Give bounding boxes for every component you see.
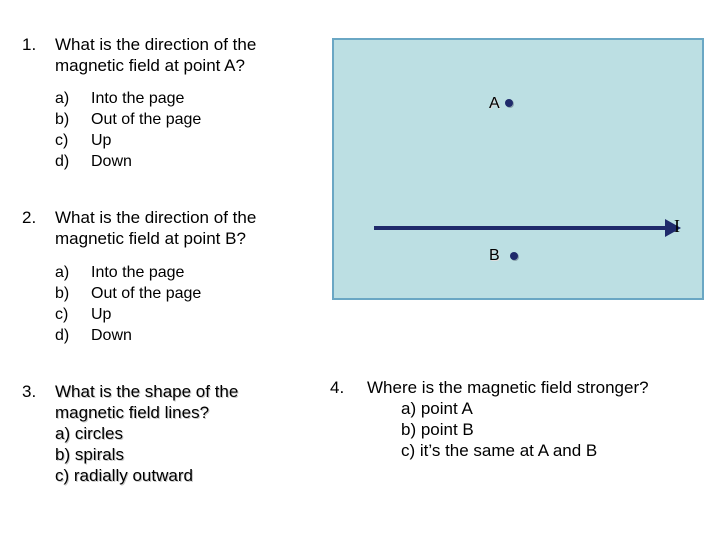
question-3-option-b: b) spirals <box>55 445 124 464</box>
option-text: Into the page <box>91 264 185 281</box>
option-text: Out of the page <box>91 111 202 128</box>
question-1-number: 1. <box>22 35 37 54</box>
question-3-text <box>55 381 238 486</box>
question-1-line-1: What is the direction of the <box>55 35 257 54</box>
question-4-number: 4. <box>330 378 345 397</box>
question-1-option-d <box>55 151 275 172</box>
option-text: Into the page <box>91 90 185 107</box>
question-2-option-c <box>55 304 275 325</box>
question-2-text <box>55 207 256 249</box>
option-text: Down <box>91 153 132 170</box>
option-letter: d) <box>55 153 70 170</box>
question-2-option-d <box>55 325 275 346</box>
option-text: Up <box>91 132 112 149</box>
question-4-line-1: Where is the magnetic field stronger? <box>367 378 649 397</box>
point-a-label: A <box>489 95 500 112</box>
question-2-number: 2. <box>22 208 37 227</box>
option-text: Up <box>91 306 112 323</box>
question-3-line-1: What is the shape of the <box>55 382 239 401</box>
current-label: I <box>674 216 680 236</box>
option-text: Down <box>91 327 132 344</box>
diagram-box <box>332 38 704 300</box>
question-4-option-c: c) it’s the same at A and B <box>401 441 598 460</box>
question-2-option-b <box>55 283 275 304</box>
question-1-text <box>55 34 256 76</box>
question-3-option-a: a) circles <box>55 424 124 443</box>
point-a-dot <box>505 99 513 107</box>
question-2-line-1: What is the direction of the <box>55 208 257 227</box>
question-1-option-c <box>55 130 275 151</box>
question-2-option-a <box>55 262 275 283</box>
option-text: Out of the page <box>91 285 202 302</box>
option-letter: c) <box>55 132 69 149</box>
question-3-option-c: c) radially outward <box>55 466 193 485</box>
option-letter: a) <box>55 264 70 281</box>
option-letter: c) <box>55 306 69 323</box>
option-letter: d) <box>55 327 70 344</box>
question-4-option-b: b) point B <box>401 420 474 439</box>
question-1-option-a <box>55 88 275 109</box>
option-letter: a) <box>55 90 70 107</box>
point-b-dot <box>510 252 518 260</box>
question-1-option-b <box>55 109 275 130</box>
current-wire <box>374 226 669 230</box>
question-1-line-2: magnetic field at point A? <box>55 56 245 75</box>
question-2-line-2: magnetic field at point B? <box>55 229 246 248</box>
option-letter: b) <box>55 111 70 128</box>
option-letter: b) <box>55 285 70 302</box>
question-4-text <box>367 377 649 461</box>
question-4-option-a: a) point A <box>401 399 473 418</box>
question-3-number: 3. <box>22 382 37 401</box>
question-3-line-2: magnetic field lines? <box>55 403 210 422</box>
point-b-label: B <box>489 247 500 264</box>
